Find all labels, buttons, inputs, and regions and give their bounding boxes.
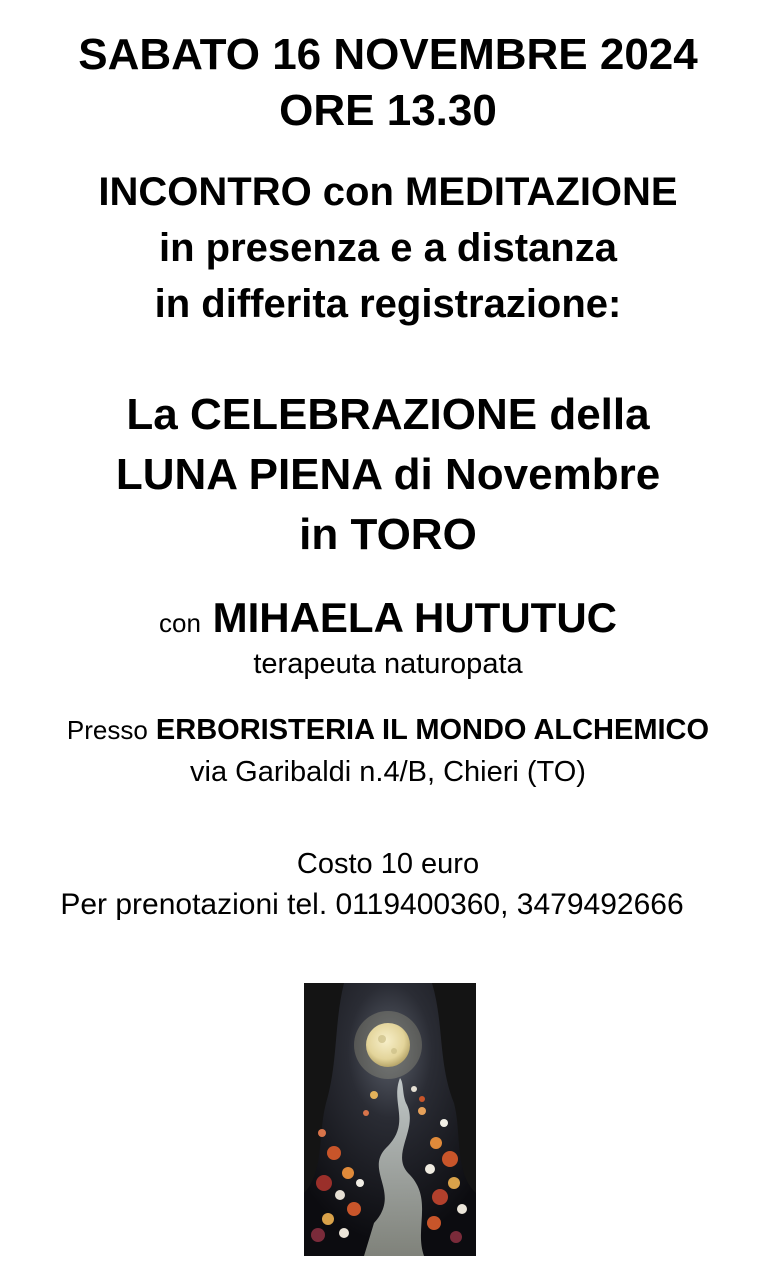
full-moon-garden-image (304, 983, 476, 1256)
venue-address: via Garibaldi n.4/B, Chieri (TO) (190, 756, 586, 788)
venue-line (0, 714, 776, 747)
venue-name: ERBORISTERIA IL MONDO ALCHEMICO (155, 714, 710, 746)
intro-line-3: in differita registrazione: (154, 282, 622, 326)
host-prefix: con (159, 608, 201, 638)
host-name: MIHAELA HUTUTUC (212, 594, 617, 641)
intro-line-1: INCONTRO con MEDITAZIONE (98, 170, 678, 214)
event-date: SABATO 16 NOVEMBRE 2024 (78, 30, 698, 79)
booking-text: Per prenotazioni tel. 0119400360, 3479492666 (60, 888, 684, 921)
celebration-line-1: La CELEBRAZIONE della (126, 390, 650, 439)
celebration-line-2: LUNA PIENA di Novembre (115, 450, 661, 499)
moon-crater-1 (378, 1035, 386, 1043)
celebration-line-3: in TORO (299, 510, 477, 559)
event-time: ORE 13.30 (279, 86, 497, 135)
moon (366, 1023, 410, 1067)
host-role: terapeuta naturopata (253, 648, 523, 680)
moon-crater-2 (391, 1048, 397, 1054)
cost-text: Costo 10 euro (296, 848, 480, 880)
host-line (0, 594, 776, 642)
intro-line-2: in presenza e a distanza (159, 226, 617, 270)
venue-prefix: Presso (66, 715, 148, 745)
